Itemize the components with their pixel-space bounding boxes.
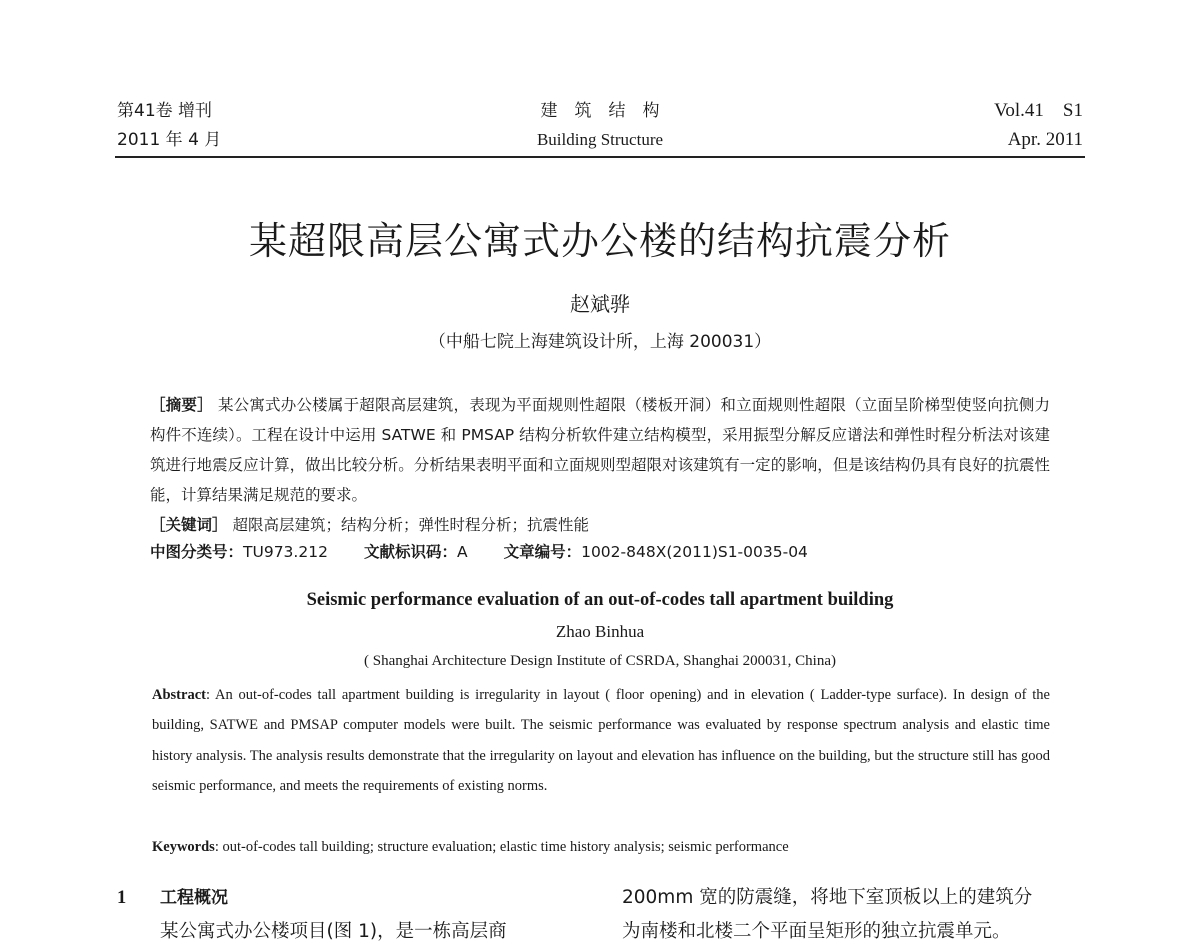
affiliation-en: ( Shanghai Architecture Design Institute of CSRDA, Shanghai 200031, China) bbox=[363, 653, 837, 669]
keywords-cn-text: 超限高层建筑；结构分析；弹性时程分析；抗震性能 bbox=[232, 516, 589, 534]
keywords-cn-label: ［关键词］ bbox=[150, 516, 228, 534]
clc-value: TU973.212 bbox=[243, 543, 328, 561]
keywords-en-text: : out-of-codes tall building; structure evaluation; elastic time history analysis; seismic performance bbox=[214, 839, 789, 855]
doc-value: A bbox=[456, 543, 468, 561]
abstract-en-label: Abstract bbox=[152, 687, 206, 703]
journal-en: Building Structure bbox=[536, 130, 664, 149]
author-cn: 赵斌骅 bbox=[570, 292, 630, 316]
affiliation-cn: （中船七院上海建筑设计所，上海 200031） bbox=[428, 332, 772, 352]
article-value: 1002-848X(2011)S1-0035-04 bbox=[581, 543, 808, 561]
keywords-cn bbox=[150, 510, 1050, 540]
abstract-cn-text: 某公寓式办公楼属于超限高层建筑，表现为平面规则性超限（楼板开洞）和立面规则性超限（立面呈阶梯型使竖向抗侧力构件不连续）。工程在设计中运用 SATWE 和 PMSAP 结构分析软件建立结构模型，采用振型分解反应谱法和弹性时程分析法对该建筑进行地震反应计算，做出比较分析。分析结果表明平面和立面规则型超限对该建筑有一定的影响，但是该结构仍具有良好的抗震性能，计算结果满足规范的要求。 bbox=[150, 396, 1050, 504]
abstract-en bbox=[152, 680, 1050, 801]
abstract-cn bbox=[150, 390, 1050, 510]
volume-en: Vol.41 S1 bbox=[994, 100, 1083, 121]
keywords-en bbox=[152, 832, 1050, 862]
volume-cn: 第41卷 增刊 bbox=[117, 101, 213, 121]
clc-label: 中图分类号： bbox=[150, 543, 244, 561]
abstract-en-text: : An out-of-codes tall apartment building is irregularity in layout ( floor opening) and in elevation ( Ladder-type surface). In design of the building, SATWE and PMSAP computer models were built. The seismic performance was evaluated by response spectrum analysis and elastic time history analysis. The analysis results demonstrate that the irregularity on layout and elevation has influence on the building, but the structure still has good seismic performance, and meets the requirements of existing norms. bbox=[152, 687, 1050, 794]
section-number: 1 bbox=[117, 888, 127, 908]
paper-title-en: Seismic performance evaluation of an out-of-codes tall apartment building bbox=[306, 590, 894, 610]
body-right-line-2: 为南楼和北楼二个平面呈矩形的独立抗震单元。 bbox=[622, 921, 1011, 942]
abstract-cn-label: ［摘要］ bbox=[150, 396, 213, 414]
date-cn: 2011 年 4 月 bbox=[117, 130, 222, 150]
journal-cn: 建 筑 结 构 bbox=[540, 101, 660, 121]
paper-title-cn: 某超限高层公寓式办公楼的结构抗震分析 bbox=[248, 219, 951, 263]
section-heading: 工程概况 bbox=[160, 888, 228, 908]
header-rule bbox=[115, 156, 1085, 158]
doc-label: 文献标识码： bbox=[363, 543, 457, 561]
body-right-line-1: 200mm 宽的防震缝，将地下室顶板以上的建筑分 bbox=[622, 887, 1033, 908]
classification bbox=[150, 537, 1050, 567]
keywords-en-label: Keywords bbox=[152, 839, 215, 855]
date-en: Apr. 2011 bbox=[1007, 129, 1083, 150]
article-label: 文章编号： bbox=[503, 543, 582, 561]
body-left-line: 某公寓式办公楼项目(图 1)，是一栋高层商 bbox=[160, 921, 507, 942]
author-en: Zhao Binhua bbox=[555, 622, 645, 641]
